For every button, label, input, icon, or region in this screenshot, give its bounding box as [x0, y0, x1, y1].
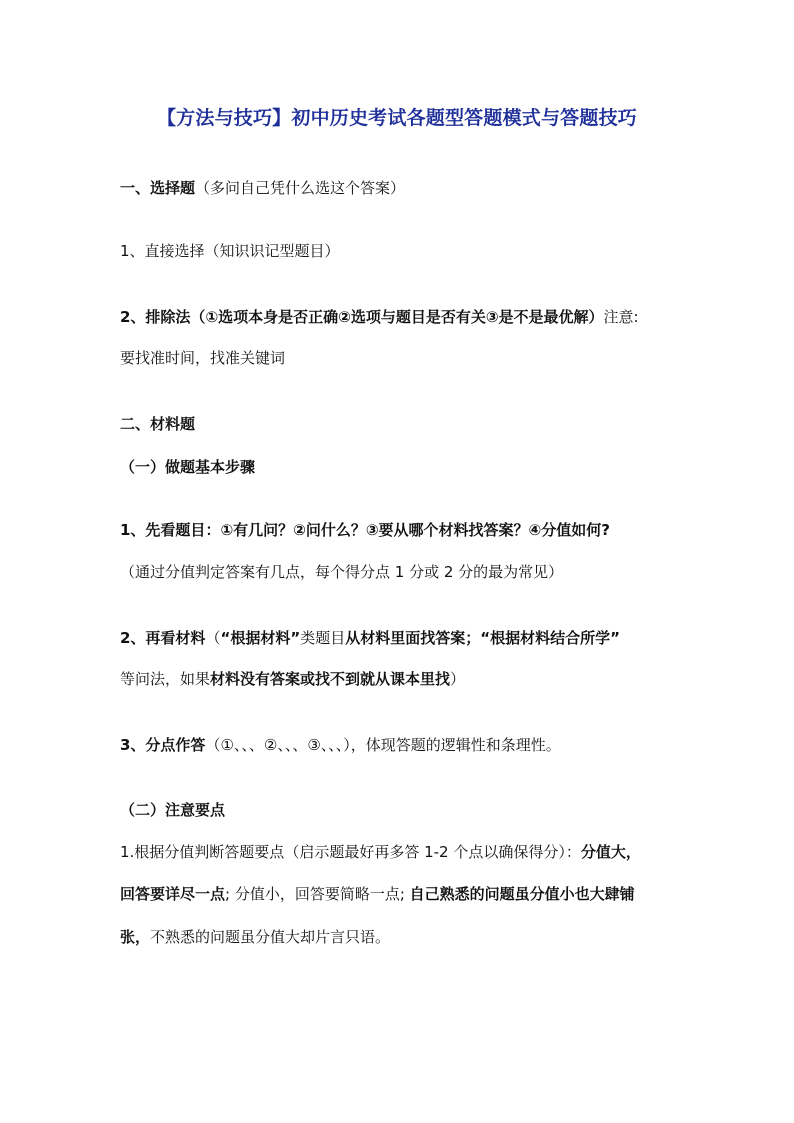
- step1-line2: （通过分值判定答案有几点，每个得分点 1 分或 2 分的最为常见）: [120, 563, 564, 581]
- section1-item2-line2: 要找准时间，找准关键词: [120, 349, 286, 367]
- section1-item2-bold: 2、排除法（①选项本身是否正确②选项与题目是否有关③是不是最优解）: [120, 308, 604, 326]
- step2-label: 2、再看材料: [120, 629, 206, 647]
- section1-item2-note: 注意:: [603, 308, 639, 326]
- step3-line: [120, 733, 680, 757]
- section1-heading-note: （多问自己凭什么选这个答案）: [195, 179, 406, 197]
- step2-line2-bold: 材料没有答案或找不到就从课本里找: [210, 670, 451, 688]
- section2-heading: 二、材料题: [120, 415, 196, 433]
- notes-line2-text: ; 分值小，回答要简略一点;: [225, 885, 410, 903]
- step2-line2: [120, 667, 680, 691]
- notes-line3-text: 不熟悉的问题虽分值大却片言只语。: [150, 928, 391, 946]
- section1-item1: 1、直接选择（知识识记型题目）: [120, 242, 340, 260]
- step2-quote1: “根据材料”: [220, 629, 301, 647]
- section2-sub2-heading: （二）注意要点: [120, 801, 226, 819]
- step2-quote2: “根据材料结合所学”: [480, 629, 620, 647]
- notes-line1-text: 1.根据分值判断答题要点（启示题最好再多答 1-2 个点以确保得分）：: [120, 843, 581, 861]
- section1-item2: [120, 305, 680, 329]
- step3-label: 3、分点作答: [120, 736, 206, 754]
- notes-line2-bold2: 自己熟悉的问题虽分值小也大肆铺: [409, 885, 635, 903]
- step1-line1: 1、先看题目：①有几问？②问什么？③要从哪个材料找答案？④分值如何?: [120, 521, 610, 539]
- notes-line2-bold1: 回答要详尽一点: [120, 885, 226, 903]
- notes-line2: [120, 882, 680, 906]
- page-title: 【方法与技巧】初中历史考试各题型答题模式与答题技巧: [156, 107, 637, 129]
- step2-line2-end: ）: [450, 670, 466, 688]
- notes-line3: [120, 925, 680, 949]
- step3-text: （①、、、②、、、③、、、），体现答题的逻辑性和条理性。: [205, 736, 561, 754]
- notes-line1-bold: 分值大，: [580, 843, 641, 861]
- section1-heading-label: 一、选择题: [120, 179, 196, 197]
- section1-heading: [120, 176, 680, 200]
- step2-find: 从材料里面找答案；: [345, 629, 481, 647]
- step2-line1: [120, 626, 680, 650]
- section2-sub1-heading: （一）做题基本步骤: [120, 458, 256, 476]
- step2-open-paren: （: [205, 629, 221, 647]
- notes-line3-bold: 张，: [120, 928, 151, 946]
- notes-line1: [120, 840, 680, 864]
- step2-line2-start: 等问法，如果: [120, 670, 211, 688]
- step2-type: 类题目: [300, 629, 346, 647]
